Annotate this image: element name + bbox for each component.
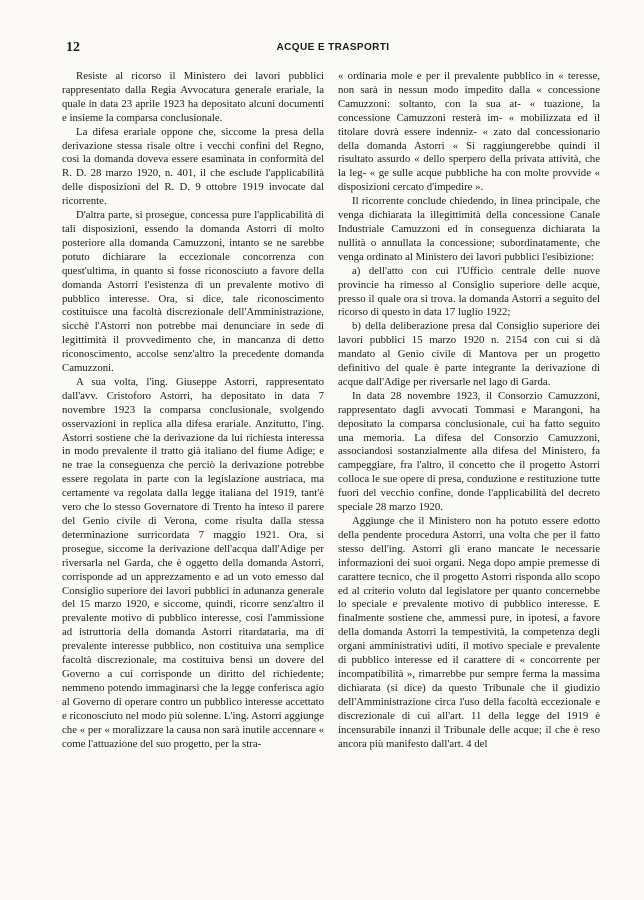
list-item-b: b) della deliberazione presa dal Consiglio superiore dei lavori pubblici 15 marzo 1920 n. 2154 con cui si dà mandato al Genio civile di Mantova per un progetto definitivo del quale è parte integrante la derivazione di acque dall'Adige per riversarle nel lago di Garda.	[338, 320, 600, 388]
quotation-continued: « ordinaria mole e per il prevalente pubblico in « teresse, non sarà in nessun modo impedito dalla « concessione Camuzzoni: soltanto, con la sua at- « tuazione, la concessione Camuzzoni resterà im- « mobilizzata ed il titolare dovrà essere indenniz- « zato dal concessionario della domanda Astorri « Si raggiungerebbe quindi il risultato assurdo « dello sperpero della privata attività, che la leg- « ge sulle acque pubbliche ha con molte provvide « disposizioni cercato d'impedire ».	[338, 70, 600, 194]
running-title: ACQUE E TRASPORTI	[276, 42, 390, 53]
paragraph: Aggiunge che il Ministero non ha potuto essere edotto della pendente procedura Astorri, una volta che per il fatto stesso dell'ing. Astorri gli erano mancate le necessarie informazioni dei suoi organi. Nega dopo ampie premesse di carattere tecnico, che il progetto Astorri risponda allo scopo ed al criterio voluto dal legislatore per quanto concernebbe lo speciale e prevalente motivo di pubblico interesse. E finalmente sostiene che, ammessi pure, in ipotesi, a favore della domanda Astorri la tempestività, la competenza degli organi amministrativi uditi, il motivo speciale e prevalente di pubblico interesse ed il carattere di « concorrente per incompatibilità », rimarrebbe pur sempre ferma la massima dichiarata (si dice) da questo Tribunale che il giudizio dell'Amministrazione circa l'uso della facoltà eccezionale e discrezionale di cui all'art. 11 della legge del 1919 è incensurabile innanzi il Tribunale delle acque; il che è reso ancora più manifesto dall'art. 4 del	[338, 515, 600, 750]
left-column	[62, 70, 324, 751]
paragraph: Il ricorrente conclude chiedendo, in linea principale, che venga dichiarata la illegittimità della concessione Canale Industriale Camuzzoni ed in conseguenza dichiarata la nullità o annullata la concessione; subordinatamente, che venga ordinato al Ministero dei lavori pubblici l'esibizione:	[338, 195, 600, 263]
paragraph: A sua volta, l'ing. Giuseppe Astorri, rappresentato dall'avv. Cristoforo Astorri, ha depositato in data 7 novembre 1923 la comparsa conclusionale, svolgendo osservazioni in replica alla difesa erariale. Anzitutto, l'ing. Astorri sostiene che la derivazione da lui richiesta interessa in modo prevalente il tratto già italiano del fiume Adige; e ne trae la conseguenza che perciò la derivazione potrebbe essere regolata in parte con la legislazione austriaca, ma certamente va regolata dalla legge italiana del 1919, tant'è vero che lo stesso Governatore di Trento ha inteso il parere del Genio civile di Verona, come risulta dalla stessa determinazione surricordata 7 maggio 1921. Ora, si prosegue, siccome la derivazione dell'acqua dall'Adige per riversarla nel Garda, che è oggetto della domanda Astorri, corrisponde ad un apprezzamento e ad un voto emesso dal Consiglio superiore dei lavori pubblici in adunanza generale del 15 marzo 1920, e siccome, quindi, ricorre senz'altro il prevalente motivo di pubblico interesse, così l'ammissione ad istruttoria della domanda Astorri ritardataria, ma di prevalente interesse pubblico, non costituiva una semplice facoltà discrezionale, ma costituiva bensì un dovere del Governo a cui corrisponde un diritto del richiedente; nemmeno potendo immaginarsi che la legge conferisca agio al Governo di operare contro un pubblico interesse accettato e riconosciuto nel modo più solenne. L'ing. Astorri aggiunge che « per « moralizzare la causa non sarà inutile accennare « come l'attuazione del suo progetto, per la stra-	[62, 375, 324, 750]
page-header	[66, 40, 600, 56]
list-item-a: a) dell'atto con cui l'Ufficio centrale delle nuove provincie ha rimesso al Consiglio superiore delle acque, presso il quale ora si trova. la domanda Astorri a seguito del ricorso di questo in data 17 luglio 1922;	[338, 264, 600, 319]
page-number: 12	[66, 40, 80, 55]
right-column	[338, 70, 600, 751]
paragraph: D'altra parte, si prosegue, concessa pure l'applicabilità di tali disposizioni, essendo la domanda Astorri di molto posteriore alla domanda Camuzzoni, intanto se ne sarebbe potuto dichiarare la eccezionale concorrenza con quest'ultima, in quanto si fosse riconosciuto a favore della domanda Astorri l'esistenza di un prevalente motivo di pubblico interesse. Ora, si dice, tale riconoscimento costituisce una facoltà discrezionale dell'Amministrazione, sicchè l'Astorri non potrebbe mai denunciare in sede di legittimità il provvedimento che, in mancanza di detto riconoscimento, accolse senz'altro la precedente domanda Camuzzoni.	[62, 209, 324, 375]
paragraph: La difesa erariale oppone che, siccome la presa della derivazione stessa risale oltre i vecchi confini del Regno, così la domanda doveva essere esaminata in conformità del R. D. 28 marzo 1920, n. 401, il che esclude l'applicabilità delle disposizioni del R. D. 9 ottobre 1919 invocate dal ricorrente.	[62, 125, 324, 208]
paragraph: Resiste al ricorso il Ministero dei lavori pubblici rappresentato dalla Regia Avvocatura generale erariale, la quale in data 23 aprile 1923 ha depositato alcuni documenti e insieme la comparsa conclusionale.	[62, 70, 324, 124]
paragraph: In data 28 novembre 1923, il Consorzio Camuzzoni, rappresentato dagli avvocati Tommasi e Marangoni, ha depositato la comparsa conclusionale, cui ha fatto seguito una memoria. La difesa del Consorzio Camuzzoni, associandosi sostanzialmente alla difesa del Ministero, fa campeggiare, fra l'altro, il concetto che il progetto Astorri colloca le sue opere di presa, conduzione e restituzione tutte fuori del vecchio confine, donde l'applicabilità del decreto speciale 28 marzo 1920.	[338, 389, 600, 514]
